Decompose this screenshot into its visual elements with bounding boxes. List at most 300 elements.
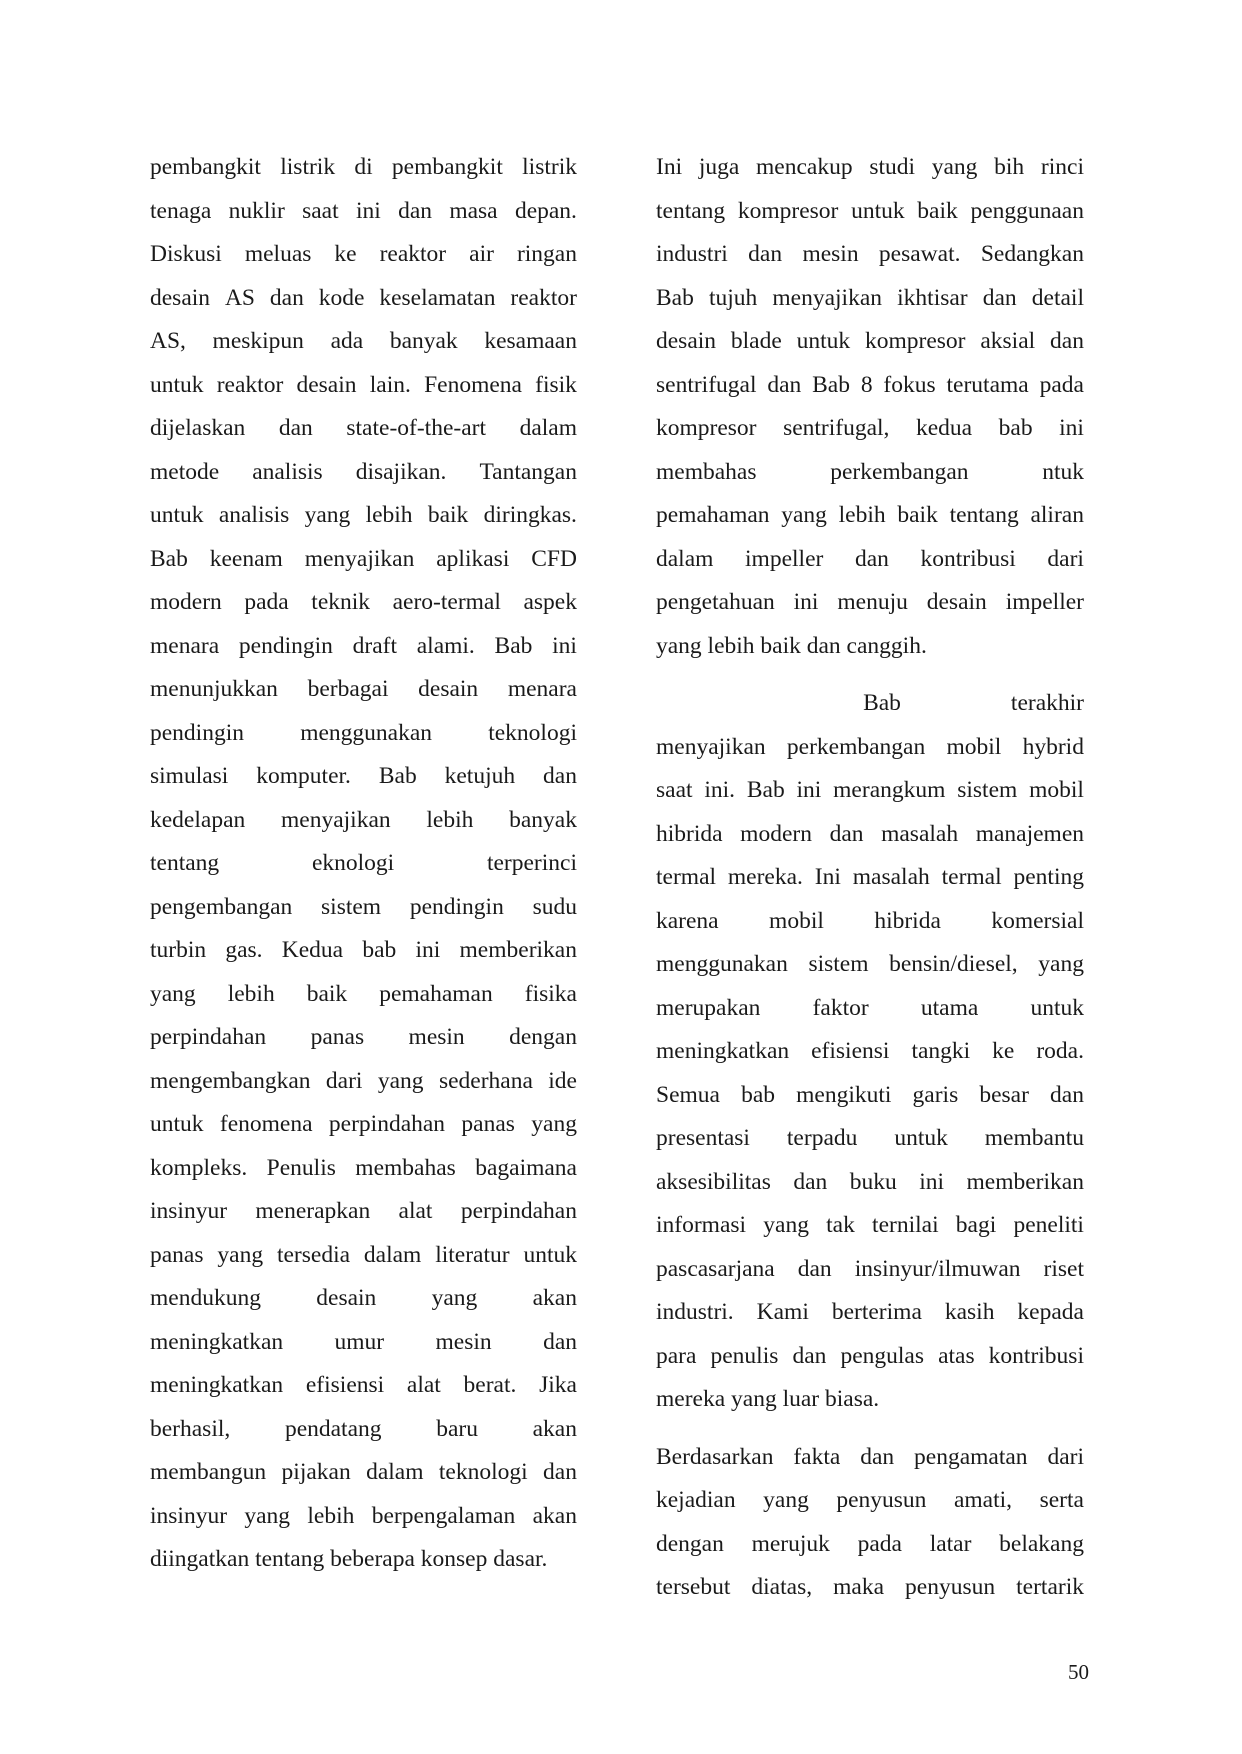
word: metode bbox=[150, 458, 220, 485]
text-line bbox=[150, 320, 577, 364]
word: pengembangan bbox=[150, 893, 293, 920]
word: amati, bbox=[953, 1487, 1013, 1513]
word: mencakup bbox=[756, 154, 853, 180]
word: karena bbox=[656, 907, 719, 934]
word: membantu bbox=[984, 1125, 1084, 1151]
word: state-of-the-art bbox=[346, 415, 486, 441]
text-line bbox=[150, 1190, 577, 1234]
word: sistem bbox=[808, 951, 869, 977]
word: yang bbox=[531, 1111, 577, 1137]
text-line bbox=[656, 1436, 1084, 1480]
word: kesamaan bbox=[484, 328, 577, 354]
word: Bab bbox=[656, 284, 694, 311]
word: Jika bbox=[539, 1372, 577, 1398]
word: dan bbox=[278, 415, 313, 441]
paragraph-background bbox=[656, 1436, 1084, 1610]
word: bab bbox=[998, 415, 1033, 441]
word: depan. bbox=[514, 197, 577, 224]
text-line bbox=[656, 1291, 1084, 1335]
word: penggunaan bbox=[970, 197, 1084, 224]
word: listrik bbox=[522, 154, 577, 180]
word: desain bbox=[296, 371, 357, 398]
word: Semua bbox=[656, 1081, 720, 1108]
text-line bbox=[656, 943, 1084, 987]
word: efisiensi bbox=[811, 1038, 890, 1064]
word: perpindahan bbox=[328, 1111, 446, 1137]
word: untuk bbox=[851, 197, 905, 224]
word: untuk bbox=[796, 328, 851, 354]
word: bagaimana bbox=[475, 1154, 577, 1181]
word: lebih bbox=[426, 806, 474, 833]
word: pengetahuan bbox=[656, 589, 775, 615]
word: ikhtisar bbox=[897, 284, 968, 311]
word: tangki bbox=[911, 1038, 971, 1064]
word: diatas, bbox=[751, 1574, 813, 1600]
word: keenam bbox=[209, 545, 283, 572]
word: dan bbox=[982, 284, 1017, 311]
word: studi bbox=[869, 154, 916, 180]
word: untuk bbox=[150, 1111, 204, 1137]
word: pendingin bbox=[409, 893, 504, 920]
word: manajemen bbox=[975, 820, 1084, 847]
word: kedelapan bbox=[150, 806, 246, 833]
word: pengulas bbox=[840, 1342, 924, 1369]
word: sudu bbox=[532, 893, 577, 920]
word: insinyur/ilmuwan bbox=[854, 1255, 1021, 1282]
word: lebih bbox=[227, 980, 275, 1007]
word: dan bbox=[767, 371, 802, 398]
word: akan bbox=[532, 1415, 577, 1442]
word: panas bbox=[461, 1111, 515, 1137]
word: tentang bbox=[949, 502, 1019, 528]
word: CFD bbox=[531, 545, 577, 572]
text-line bbox=[656, 407, 1084, 451]
word: tentang bbox=[656, 197, 726, 224]
text-line bbox=[656, 1161, 1084, 1205]
word: akan bbox=[532, 1285, 577, 1311]
word: yang bbox=[1038, 951, 1084, 977]
word: sistem bbox=[321, 893, 382, 920]
word: dari bbox=[1047, 1443, 1084, 1470]
word: menyajikan bbox=[304, 545, 415, 572]
word: sistem bbox=[957, 777, 1018, 803]
word: dengan bbox=[509, 1024, 577, 1050]
word: dalam bbox=[519, 415, 577, 441]
word: menuju bbox=[837, 589, 908, 615]
word: membangun bbox=[150, 1459, 267, 1485]
word: mendukung bbox=[150, 1285, 261, 1311]
word: saat bbox=[302, 197, 339, 224]
word: bab bbox=[741, 1081, 776, 1108]
word: yang bbox=[150, 980, 196, 1007]
word: pendatang bbox=[284, 1415, 382, 1442]
word: pemahaman bbox=[656, 502, 770, 528]
word: draft bbox=[352, 632, 397, 659]
word: menyajikan bbox=[281, 806, 391, 833]
word: Diskusi bbox=[150, 241, 222, 267]
word: Berdasarkan bbox=[656, 1443, 774, 1470]
text-line bbox=[656, 1378, 1084, 1422]
word: fenomena bbox=[219, 1111, 313, 1137]
word: fisika bbox=[524, 980, 577, 1007]
word: alat bbox=[406, 1372, 441, 1398]
word: hibrida bbox=[656, 820, 723, 847]
text-line bbox=[150, 973, 577, 1017]
word: masalah bbox=[881, 820, 959, 847]
word: desain bbox=[926, 589, 987, 615]
word: meningkatkan bbox=[150, 1328, 284, 1355]
text-line bbox=[150, 668, 577, 712]
word: desain bbox=[418, 676, 479, 702]
text-line bbox=[150, 1495, 577, 1539]
word: termal bbox=[941, 864, 1002, 890]
text-line bbox=[656, 1479, 1084, 1523]
word: baik bbox=[917, 197, 958, 224]
word: ntuk bbox=[1042, 458, 1084, 485]
word: besar bbox=[979, 1081, 1029, 1108]
word: berpengalaman bbox=[371, 1502, 516, 1529]
word: teknologi bbox=[488, 719, 577, 746]
word: desain bbox=[656, 328, 717, 354]
text-line bbox=[150, 1060, 577, 1104]
word: hybrid bbox=[1022, 733, 1084, 760]
paragraph-hybrid-first-line bbox=[656, 682, 1084, 726]
word: tujuh bbox=[708, 284, 758, 311]
word: ini bbox=[796, 777, 822, 803]
word: fakta bbox=[793, 1443, 841, 1470]
word: sentrifugal, bbox=[783, 415, 890, 441]
word: baik bbox=[306, 980, 348, 1007]
word: aksial bbox=[980, 328, 1036, 354]
word: mereka yang luar biasa. bbox=[656, 1386, 880, 1412]
word: dan bbox=[797, 1255, 832, 1282]
word: dijelaskan bbox=[150, 415, 246, 441]
word: menyajikan bbox=[772, 284, 883, 311]
word: ternilai bbox=[872, 1212, 939, 1238]
word: Kedua bbox=[281, 937, 344, 963]
word: dan bbox=[793, 1168, 828, 1195]
word: yang bbox=[431, 1285, 478, 1311]
word: dari bbox=[1047, 545, 1084, 572]
word: meningkatkan bbox=[656, 1038, 790, 1064]
word: ini bbox=[552, 632, 577, 659]
text-line bbox=[150, 1103, 577, 1147]
word: aplikasi bbox=[436, 545, 510, 572]
paragraph-gap bbox=[656, 668, 1084, 682]
word: juga bbox=[698, 154, 740, 180]
text-line bbox=[150, 755, 577, 799]
word: aspek bbox=[523, 589, 577, 615]
text-line bbox=[656, 146, 1084, 190]
word: industri bbox=[656, 241, 728, 267]
word: lain. bbox=[369, 371, 411, 398]
word: Ini bbox=[814, 864, 841, 890]
word: dan bbox=[398, 197, 433, 224]
text-line bbox=[150, 277, 577, 321]
word: ini. bbox=[704, 777, 736, 803]
word: yang bbox=[377, 1067, 424, 1094]
word: baik bbox=[897, 502, 938, 528]
word: pascasarjana bbox=[656, 1255, 775, 1282]
word: detail bbox=[1031, 284, 1084, 311]
text-line bbox=[150, 581, 577, 625]
word: Bab bbox=[494, 632, 533, 659]
word: aliran bbox=[1030, 502, 1084, 528]
word: 8 bbox=[860, 371, 873, 398]
word: efisiensi bbox=[305, 1372, 385, 1398]
text-line bbox=[656, 987, 1084, 1031]
word: utama bbox=[920, 994, 979, 1021]
word: nuklir bbox=[228, 197, 285, 224]
word: menunjukkan bbox=[150, 676, 278, 702]
word: ini bbox=[415, 937, 441, 963]
word: belakang bbox=[999, 1530, 1084, 1557]
text-line bbox=[656, 856, 1084, 900]
word: masa bbox=[449, 197, 498, 224]
word: teknik bbox=[311, 589, 371, 615]
word: kejadian bbox=[656, 1487, 736, 1513]
word: dengan bbox=[656, 1530, 724, 1557]
text-line bbox=[150, 451, 577, 495]
word: informasi bbox=[656, 1212, 747, 1238]
word: pemahaman bbox=[379, 980, 493, 1007]
text-line bbox=[150, 1538, 577, 1582]
word: kompresor bbox=[737, 197, 839, 224]
word: ke bbox=[992, 1038, 1015, 1064]
word: latar bbox=[929, 1530, 972, 1557]
text-line bbox=[656, 494, 1084, 538]
word: penulis bbox=[710, 1342, 779, 1369]
word: dan bbox=[269, 284, 304, 311]
word: roda. bbox=[1036, 1038, 1084, 1064]
word: di bbox=[354, 154, 373, 180]
text-line bbox=[150, 233, 577, 277]
word: Bab bbox=[812, 371, 850, 398]
word: simulasi bbox=[150, 763, 229, 789]
word: eknologi bbox=[311, 850, 395, 876]
text-line bbox=[150, 799, 577, 843]
word: membahas bbox=[355, 1154, 456, 1181]
word: kompresor bbox=[656, 415, 757, 441]
text-line bbox=[150, 929, 577, 973]
word: hibrida bbox=[874, 907, 941, 934]
word: perkembangan bbox=[830, 458, 969, 485]
word: yang bbox=[931, 154, 978, 180]
word: untuk bbox=[523, 1241, 577, 1268]
word: meluas bbox=[244, 241, 312, 267]
word: komputer. bbox=[256, 763, 351, 789]
text-line bbox=[656, 190, 1084, 234]
word: terpadu bbox=[786, 1125, 858, 1151]
text-line bbox=[150, 538, 577, 582]
word: aero-termal bbox=[392, 589, 501, 615]
word: Ini bbox=[656, 154, 683, 180]
word: turbin bbox=[150, 937, 207, 963]
word: mesin bbox=[802, 241, 859, 267]
word: impeller bbox=[745, 545, 824, 572]
word: ini bbox=[1059, 415, 1084, 441]
word: fisik bbox=[535, 371, 577, 398]
text-line bbox=[656, 1523, 1084, 1567]
word: dalam bbox=[363, 1241, 422, 1268]
text-line bbox=[150, 886, 577, 930]
word: pada bbox=[1039, 371, 1084, 398]
word: mobil bbox=[946, 733, 1002, 760]
word: disajikan. bbox=[355, 458, 447, 485]
word: menara bbox=[150, 632, 220, 659]
word: merujuk bbox=[751, 1530, 830, 1557]
word: menggunakan bbox=[300, 719, 433, 746]
word: reaktor bbox=[379, 241, 447, 267]
word: bagi bbox=[955, 1212, 997, 1238]
word: umur bbox=[334, 1328, 385, 1355]
text-line bbox=[656, 451, 1084, 495]
word: tenaga bbox=[150, 197, 212, 224]
word: menggunakan bbox=[656, 951, 788, 977]
text-line bbox=[656, 1335, 1084, 1379]
word: Bab bbox=[863, 690, 901, 716]
word: panas bbox=[310, 1024, 365, 1050]
word: rinci bbox=[1040, 154, 1084, 180]
text-line bbox=[656, 320, 1084, 364]
word: untuk bbox=[894, 1125, 948, 1151]
word: dan bbox=[829, 820, 864, 847]
word: faktor bbox=[812, 994, 869, 1021]
word: ini bbox=[355, 197, 381, 224]
text-line bbox=[150, 1234, 577, 1278]
word: peneliti bbox=[1013, 1212, 1084, 1238]
word: pembangkit bbox=[150, 154, 261, 180]
text-line bbox=[150, 1277, 577, 1321]
word: pembangkit bbox=[391, 154, 503, 180]
word: diringkas. bbox=[483, 502, 577, 528]
word: saat bbox=[656, 777, 693, 803]
word: komersial bbox=[991, 907, 1084, 934]
text-line bbox=[150, 1147, 577, 1191]
word: banyak bbox=[509, 806, 577, 833]
text-line bbox=[656, 364, 1084, 408]
word: tertarik bbox=[1016, 1574, 1084, 1600]
word: diingatkan tentang beberapa konsep dasar. bbox=[150, 1546, 548, 1572]
word: untuk bbox=[150, 371, 204, 398]
word: lebih bbox=[838, 502, 886, 528]
word: literatur bbox=[435, 1241, 510, 1268]
text-line bbox=[656, 726, 1084, 770]
word: lebih bbox=[365, 502, 413, 528]
word: para bbox=[656, 1342, 697, 1369]
word: terutama bbox=[946, 371, 1029, 398]
text-line bbox=[150, 407, 577, 451]
word: menara bbox=[507, 676, 577, 702]
word: reaktor bbox=[216, 371, 284, 398]
word: tersedia bbox=[276, 1241, 351, 1268]
paragraph-compressor bbox=[656, 146, 1084, 668]
word: reaktor bbox=[510, 284, 577, 311]
text-line bbox=[150, 1321, 577, 1365]
word: bensin/diesel, bbox=[889, 951, 1018, 977]
word: termal bbox=[656, 864, 717, 890]
word: dan bbox=[543, 1328, 577, 1355]
word: membahas bbox=[656, 458, 757, 485]
text-line bbox=[656, 813, 1084, 857]
word: yang bbox=[244, 1502, 291, 1529]
text-line bbox=[656, 581, 1084, 625]
word: dan bbox=[1050, 1081, 1084, 1108]
word: penyusun bbox=[905, 1574, 996, 1600]
text-line bbox=[150, 1364, 577, 1408]
word: modern bbox=[740, 820, 812, 847]
text-line bbox=[656, 1204, 1084, 1248]
word: terperinci bbox=[486, 850, 577, 876]
word: Bab bbox=[746, 777, 785, 803]
word: dalam bbox=[656, 545, 714, 572]
word: penyusun bbox=[836, 1487, 927, 1513]
word: yang bbox=[781, 502, 827, 528]
word: AS bbox=[224, 284, 255, 311]
word: banyak bbox=[389, 328, 458, 354]
word: atas bbox=[938, 1342, 975, 1369]
word: alami. bbox=[416, 632, 475, 659]
word: panas bbox=[150, 1241, 204, 1268]
text-line bbox=[150, 1408, 577, 1452]
word: Bab bbox=[150, 545, 188, 572]
word: impeller bbox=[1005, 589, 1084, 615]
word: meningkatkan bbox=[150, 1372, 284, 1398]
word: dan bbox=[792, 1342, 827, 1369]
word: ringan bbox=[516, 241, 577, 267]
text-line bbox=[656, 900, 1084, 944]
word: kasih bbox=[944, 1299, 995, 1325]
word: merupakan bbox=[656, 994, 761, 1021]
word: mereka. bbox=[727, 864, 803, 890]
word: Kami bbox=[756, 1299, 809, 1325]
word: tak bbox=[826, 1212, 855, 1238]
text-line bbox=[150, 625, 577, 669]
word: tentang bbox=[150, 850, 220, 876]
word: mengikuti bbox=[796, 1081, 892, 1108]
word: serta bbox=[1039, 1487, 1084, 1513]
word: Bab bbox=[378, 763, 417, 789]
text-line bbox=[150, 712, 577, 756]
word: ini bbox=[919, 1168, 945, 1195]
text-line bbox=[656, 277, 1084, 321]
word: analisis bbox=[252, 458, 323, 485]
word: pada bbox=[857, 1530, 902, 1557]
word: dalam bbox=[366, 1459, 424, 1485]
word: ada bbox=[330, 328, 364, 354]
word: mobil bbox=[769, 907, 824, 934]
word: ke bbox=[334, 241, 357, 267]
word: pengamatan bbox=[914, 1443, 1028, 1470]
word: desain bbox=[316, 1285, 377, 1311]
word: berhasil, bbox=[150, 1415, 231, 1442]
word: bab bbox=[362, 937, 397, 963]
word: fokus bbox=[883, 371, 936, 398]
word: teknologi bbox=[438, 1459, 528, 1485]
word: listrik bbox=[280, 154, 336, 180]
word: mesin bbox=[435, 1328, 492, 1355]
word: pijakan bbox=[281, 1459, 351, 1485]
text-line bbox=[656, 538, 1084, 582]
word: Tantangan bbox=[479, 458, 577, 485]
word: yang lebih baik dan canggih. bbox=[656, 632, 927, 659]
word: penting bbox=[1013, 864, 1084, 890]
word: yang bbox=[763, 1487, 809, 1513]
word: buku bbox=[849, 1168, 897, 1195]
word: mengembangkan bbox=[150, 1067, 311, 1094]
word: bih bbox=[994, 154, 1025, 180]
word: berbagai bbox=[307, 676, 389, 702]
